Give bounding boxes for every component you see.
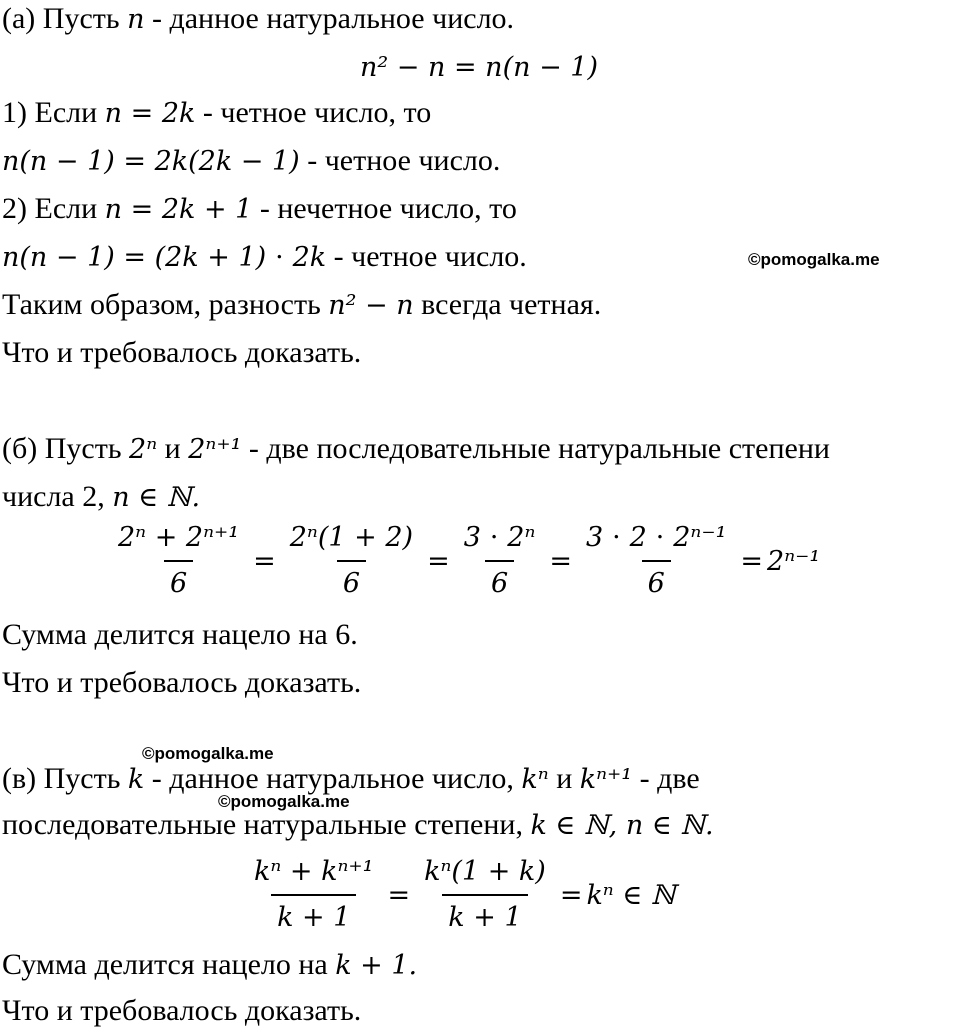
- part-b-eq-sign-2: =: [427, 545, 450, 577]
- part-c-intro-line2: [2, 808, 714, 843]
- part-c-equation: [244, 856, 676, 934]
- part-b-intro-math1: 2ⁿ: [129, 434, 158, 465]
- part-c-sum-prefix: Сумма делится нацело на: [2, 948, 328, 981]
- part-c-intro-k: k: [127, 764, 145, 795]
- part-a-identity-math: n² − n = n(n − 1): [360, 52, 598, 83]
- part-a-case2-result-rest: - четное число.: [333, 240, 527, 273]
- part-a-identity: [360, 50, 598, 85]
- part-b-fraction-4-num: 3 ⋅ 2 ⋅ 2ⁿ⁻¹: [586, 522, 727, 553]
- part-a-conclusion: [2, 288, 601, 323]
- part-c-fraction-2-num: kⁿ(1 + k): [424, 856, 546, 887]
- part-a-qed: Что и требовалось доказать.: [2, 336, 362, 369]
- part-b-intro-line2-math: n ∈ ℕ.: [112, 482, 201, 513]
- part-b-intro-line2-text: числа 2,: [2, 480, 105, 513]
- part-a-case2-rest: - нечетное число, то: [259, 192, 517, 225]
- part-c-sum-math: k + 1.: [335, 950, 418, 981]
- part-b-intro-prefix: (б) Пусть: [2, 432, 122, 465]
- part-c-intro-prefix: (в) Пусть: [2, 762, 121, 795]
- part-a-conclusion-rest: всегда четная.: [421, 288, 602, 321]
- watermark-1: ©pomogalka.me: [748, 250, 880, 269]
- part-b-fraction-2-den: 6: [337, 560, 366, 600]
- part-c-fraction-2: [418, 856, 552, 934]
- part-a-case1-result-math: n(n − 1) = 2k(2k − 1): [2, 146, 300, 177]
- part-c-result: kⁿ ∈ ℕ: [586, 879, 676, 911]
- part-a-case2-result: [2, 240, 527, 275]
- part-a-case1: [2, 96, 431, 131]
- part-b-result: 2ⁿ⁻¹: [767, 545, 821, 577]
- part-b-fraction-1: [112, 522, 245, 600]
- part-b-intro-rest: - две последовательные натуральные степени: [248, 432, 830, 465]
- part-b-intro-math2: 2ⁿ⁺¹: [188, 434, 242, 465]
- part-b-fraction-1-num: 2ⁿ + 2ⁿ⁺¹: [118, 522, 240, 553]
- part-a-intro-var: n: [127, 4, 145, 35]
- part-b-fraction-2-num: 2ⁿ(1 + 2): [289, 522, 414, 553]
- part-b-sum: Сумма делится нацело на 6.: [2, 618, 358, 651]
- part-b-intro-line2: [2, 480, 200, 515]
- part-c-qed: Что и требовалось доказать.: [2, 994, 362, 1027]
- part-c-intro-rest: - две: [639, 762, 700, 795]
- part-b-fraction-3-num: 3 ⋅ 2ⁿ: [463, 522, 536, 553]
- watermark-3: ©pomogalka.me: [218, 792, 350, 811]
- part-b-fraction-3: [458, 522, 542, 600]
- part-a-case1-result-rest: - четное число.: [307, 144, 501, 177]
- part-a-intro-rest: - данное натуральное число.: [151, 2, 515, 35]
- part-c-fraction-2-den: k + 1: [442, 894, 527, 934]
- part-b-fraction-4: [580, 522, 732, 600]
- part-a-intro: [2, 2, 514, 37]
- part-b-eq-sign-4: =: [740, 545, 764, 577]
- part-b-eq-sign-1: =: [253, 545, 276, 577]
- part-b-eq-sign-3: =: [549, 545, 573, 577]
- part-b-fraction-1-den: 6: [164, 560, 193, 600]
- part-a-conclusion-math: n² − n: [328, 290, 414, 321]
- part-a-case2-result-math: n(n − 1) = (2k + 1) ⋅ 2k: [2, 242, 327, 273]
- part-c-intro-and: и: [556, 762, 573, 795]
- part-b-fraction-3-den: 6: [485, 560, 514, 600]
- part-b-qed: Что и требовалось доказать.: [2, 666, 362, 699]
- part-a-case1-rest: - четное число, то: [202, 96, 432, 129]
- part-c-intro: [2, 762, 700, 797]
- part-c-eq-sign-2: =: [559, 879, 583, 911]
- part-a-case2-prefix: 2) Если: [2, 192, 98, 225]
- part-c-fraction-1-den: k + 1: [271, 894, 356, 934]
- part-b-intro: [2, 432, 830, 467]
- part-b-fraction-4-den: 6: [642, 560, 671, 600]
- part-c-intro-line2-math: k ∈ ℕ, n ∈ ℕ.: [530, 810, 714, 841]
- part-a-case2-math: n = 2k + 1: [104, 194, 253, 225]
- part-a-case2: [2, 192, 517, 227]
- part-b-intro-and: и: [164, 432, 181, 465]
- part-a-conclusion-prefix: Таким образом, разность: [2, 288, 321, 321]
- part-c-fraction-1: [248, 856, 379, 934]
- part-a-intro-prefix: (а) Пусть: [2, 2, 120, 35]
- part-b-equation: [108, 522, 820, 600]
- part-a-case1-math: n = 2k: [104, 98, 196, 129]
- part-c-intro-math2: kⁿ⁺¹: [579, 764, 633, 795]
- watermark-2: ©pomogalka.me: [142, 744, 274, 763]
- part-c-intro-line2-text: последовательные натуральные степени,: [2, 808, 523, 841]
- part-c-sum: [2, 948, 417, 983]
- part-c-intro-math1: kⁿ: [521, 764, 549, 795]
- part-a-case1-result: [2, 144, 500, 179]
- part-c-intro-mid: - данное натуральное число,: [151, 762, 514, 795]
- part-c-eq-sign-1: =: [387, 879, 411, 911]
- part-b-fraction-2: [284, 522, 419, 600]
- part-a-case1-prefix: 1) Если: [2, 96, 98, 129]
- part-c-fraction-1-num: kⁿ + kⁿ⁺¹: [254, 856, 374, 887]
